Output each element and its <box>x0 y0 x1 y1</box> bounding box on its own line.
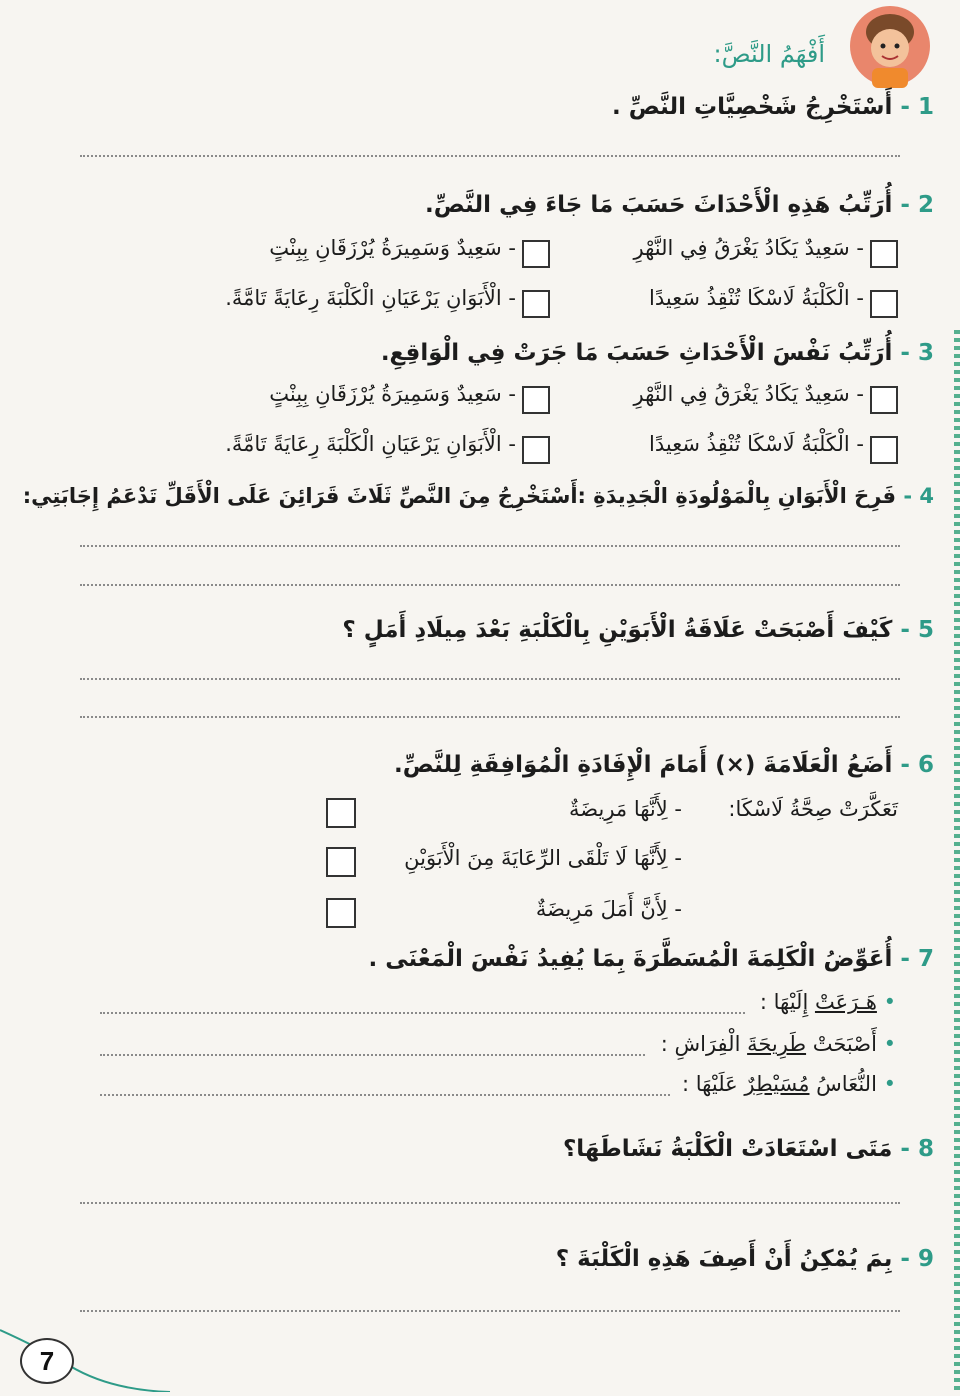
statement-stem: تَعَكَّرَتْ صِحَّةُ لَاسْكَا: <box>728 797 898 821</box>
page-number-badge <box>20 1338 74 1384</box>
option-text: - سَعِيدٌ يَكَادُ يَغْرَقُ فِي النَّهْرِ <box>633 236 864 260</box>
question-9: 9 - بِمَ يُمْكِنُ أَنْ أَصِفَ هَذِهِ الْكَلْبَةَ ؟ <box>555 1246 934 1272</box>
question-4: 4 - فَرِحَ الْأَبَوَانِ بِالْمَوْلُودَةِ الْجَدِيدَةِ :أَسْتَخْرِجُ مِنَ النَّصِّ ثَلَاثَ قَرَائِنَ عَلَى الْأَقَلِّ تَدْعَمُ إِجَابَتِي: <box>22 484 934 508</box>
order-box[interactable] <box>522 436 550 464</box>
bullet-icon: • <box>883 1072 896 1096</box>
boy-avatar-icon <box>822 2 940 90</box>
question-8: 8 - مَتَى اسْتَعَادَتْ الْكَلْبَةُ نَشَاطَهَا؟ <box>562 1136 934 1162</box>
option-text: - الْأَبَوَانِ يَرْعَيَانِ الْكَلْبَةَ رِعَايَةً تَامَّةً. <box>225 432 516 456</box>
order-box[interactable] <box>870 436 898 464</box>
order-box[interactable] <box>870 240 898 268</box>
question-5: 5 - كَيْفَ أَصْبَحَتْ عَلَاقَةُ الْأَبَوَيْنِ بِالْكَلْبَةِ بَعْدَ مِيلَادِ أَمَلٍ ؟ <box>342 617 934 643</box>
order-box[interactable] <box>522 240 550 268</box>
replace-item: • النُّعَاسُ مُسَيْطِرٌ عَلَيْهَا : <box>682 1072 896 1096</box>
page-number: 7 <box>39 1345 55 1376</box>
order-box[interactable] <box>522 290 550 318</box>
question-6: 6 - أَضَعُ الْعَلَامَةَ (×) أَمَامَ الْإِفَادَةِ الْمُوَافِقَةِ لِلنَّصِّ. <box>394 752 934 778</box>
option-text: - لِأَنَّ أَمَلَ مَرِيضَةٌ <box>535 897 682 921</box>
page-edge-strip <box>954 330 960 1392</box>
bullet-icon: • <box>883 990 896 1014</box>
question-1: 1 - أَسْتَخْرِجُ شَخْصِيَّاتِ النَّصِّ . <box>612 94 934 120</box>
answer-line[interactable] <box>80 545 900 547</box>
option-text: - سَعِيدٌ وَسَمِيرَةُ يُرْزَقَانِ بِبِنْتٍ <box>269 382 516 406</box>
question-2: 2 - أُرَتِّبُ هَذِهِ الْأَحْدَاثَ حَسَبَ مَا جَاءَ فِي النَّصِّ. <box>425 192 934 218</box>
answer-line[interactable] <box>100 1054 645 1056</box>
answer-line[interactable] <box>80 678 900 680</box>
question-3: 3 - أُرَتِّبُ نَفْسَ الْأَحْدَاثِ حَسَبَ مَا جَرَتْ فِي الْوَاقِعِ. <box>380 340 934 366</box>
question-7: 7 - أُعَوِّضُ الْكَلِمَةَ الْمُسَطَّرَةَ بِمَا يُفِيدُ نَفْسَ الْمَعْنَى . <box>368 946 934 972</box>
answer-line[interactable] <box>100 1094 670 1096</box>
order-box[interactable] <box>870 386 898 414</box>
option-text: - الْكَلْبَةُ لَاسْكَا تُنْقِذُ سَعِيدًا <box>649 432 864 456</box>
check-box[interactable] <box>326 898 356 928</box>
option-text: - سَعِيدٌ يَكَادُ يَغْرَقُ فِي النَّهْرِ <box>633 382 864 406</box>
answer-line[interactable] <box>80 1310 900 1312</box>
section-title: أَفْهَمُ النَّصَّ: <box>713 40 825 68</box>
answer-line[interactable] <box>80 155 900 157</box>
check-box[interactable] <box>326 847 356 877</box>
option-text: - سَعِيدٌ وَسَمِيرَةُ يُرْزَقَانِ بِبِنْتٍ <box>269 236 516 260</box>
option-text: - الْأَبَوَانِ يَرْعَيَانِ الْكَلْبَةَ رِعَايَةً تَامَّةً. <box>225 286 516 310</box>
option-text: - لِأَنَّهَا لَا تَلْقَى الرِّعَايَةَ مِنَ الْأَبَوَيْنِ <box>404 846 682 870</box>
option-text: - الْكَلْبَةُ لَاسْكَا تُنْقِذُ سَعِيدًا <box>649 286 864 310</box>
order-box[interactable] <box>522 386 550 414</box>
answer-line[interactable] <box>80 1202 900 1204</box>
check-box[interactable] <box>326 798 356 828</box>
bullet-icon: • <box>883 1032 896 1056</box>
replace-item: • هَـرَعَتْ إِلَيْهَا : <box>759 990 896 1014</box>
answer-line[interactable] <box>80 584 900 586</box>
answer-line[interactable] <box>100 1012 745 1014</box>
order-box[interactable] <box>870 290 898 318</box>
answer-line[interactable] <box>80 716 900 718</box>
option-text: - لِأَنَّهَا مَرِيضَةٌ <box>569 797 682 821</box>
replace-item: • أَصْبَحَتْ طَرِيحَةَ الْفِرَاشِ : <box>660 1032 896 1056</box>
